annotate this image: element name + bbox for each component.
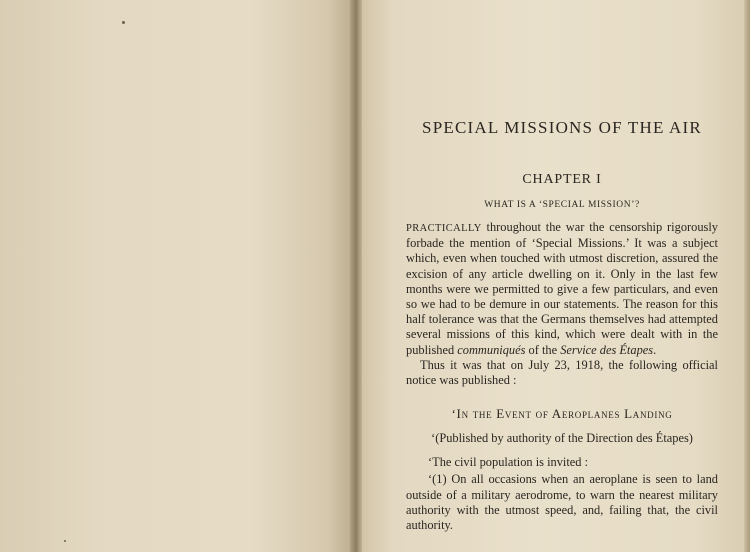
paragraph-1-italic-service: Service des Étapes (560, 342, 654, 357)
paper-speck (64, 540, 66, 542)
notice-subheading: ‘(Published by authority of the Direction des Étapes) (431, 431, 693, 446)
quote-line-1: ‘The civil population is invited : (428, 455, 589, 470)
quote-line-2: ‘(1) On all occasions when an aeroplane is seen to land outside of a military aerodrome, to warn the nearest military authority with the utmost speed, and, failing that, the civil authority. (406, 472, 718, 533)
notice-heading: ‘In the Event of Aeroplanes Landing (451, 406, 673, 422)
book-title: SPECIAL MISSIONS OF THE AIR (422, 118, 702, 137)
paragraph-1 (406, 220, 718, 358)
paragraph-1-end: . (653, 342, 657, 357)
paragraph-2: Thus it was that on July 23, 1918, the following official notice was published : (406, 357, 718, 388)
right-page (362, 0, 750, 552)
page-edge (744, 0, 750, 552)
left-page-blank (0, 0, 356, 552)
paragraph-1-lead: PRACTICALLY (406, 223, 482, 234)
paragraph-1-italic-communiques: communiqués (457, 342, 526, 357)
paragraph-1-mid: of the (525, 342, 561, 357)
chapter-heading: CHAPTER I (522, 172, 602, 187)
page-content (406, 118, 718, 533)
paragraph-1-text: throughout the war the censorship rigorously forbade the mention of ‘Special Missions.’ It was a subject which, even when touched with utmost discretion, assured the excision of any article dwelling on it. Only in the last few months were we permitted to give a few particulars, and even so we had to be demure in our statements. The reason for this half tolerance was that the Germans themselves had attempted several missions of this kind, which were dealt with in the published (406, 220, 718, 357)
chapter-subheading: WHAT IS A ‘SPECIAL MISSION’? (484, 200, 640, 210)
paper-speck (122, 21, 125, 24)
